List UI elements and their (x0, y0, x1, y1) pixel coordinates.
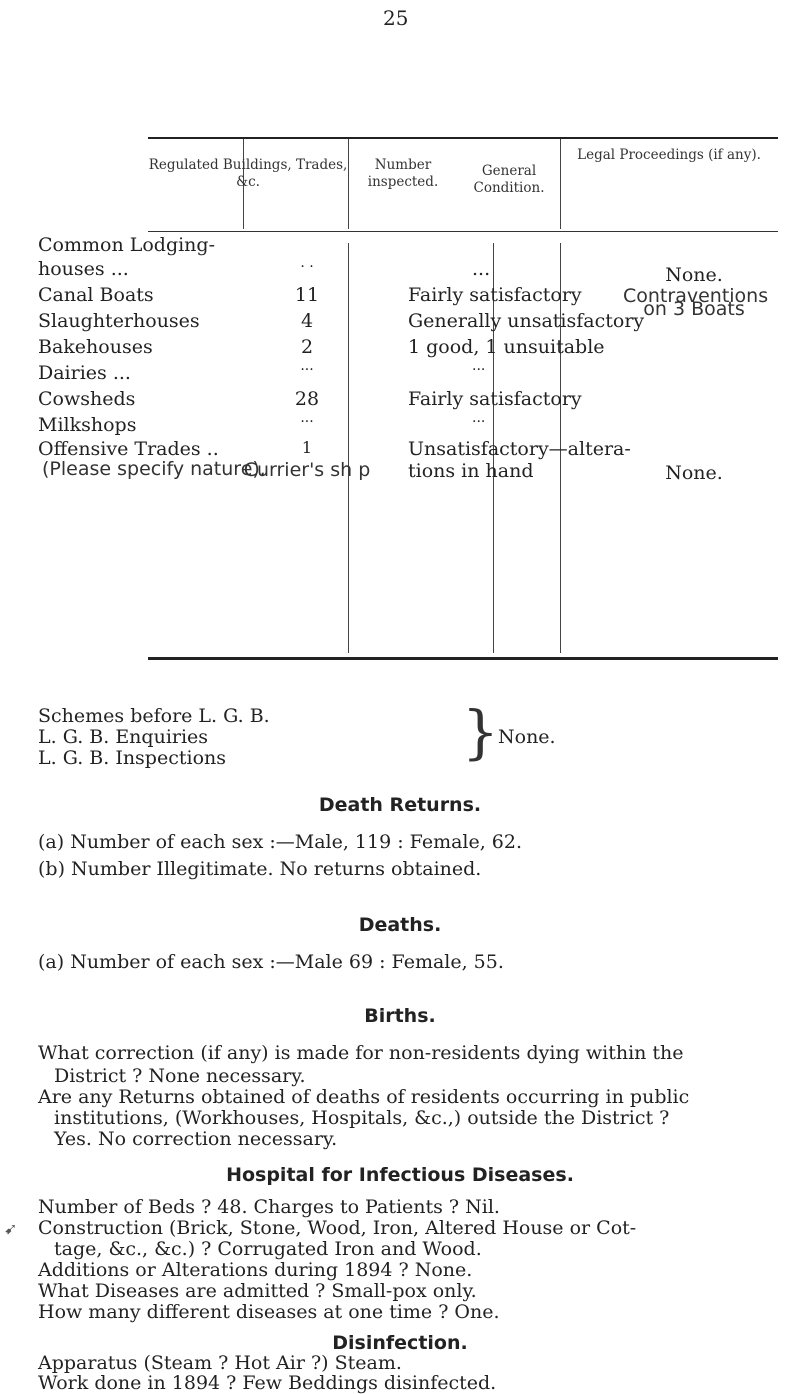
row-legal: Contraventions on 3 Boats (623, 285, 769, 320)
row-legal: None. (665, 264, 723, 286)
row-trade: houses ... (38, 258, 129, 280)
hospital-construction-line1: Construction (Brick, Stone, Wood, Iron, Altered House or Cot- (38, 1217, 637, 1239)
brace-mark: } (462, 698, 499, 766)
row-trade: Offensive Trades .. (38, 438, 219, 460)
row-condition: ... (472, 358, 486, 374)
scheme-item: L. G. B. Inspections (38, 747, 226, 769)
births-q2-line3: Yes. No correction necessary. (54, 1128, 338, 1150)
scheme-item: L. G. B. Enquiries (38, 726, 209, 748)
row-trade: Milkshops (38, 414, 137, 436)
scheme-item: Schemes before L. G. B. (38, 705, 270, 727)
row-trade: Slaughterhouses (38, 310, 200, 332)
births-q2-line1: Are any Returns obtained of deaths of residents occurring in public (38, 1086, 690, 1108)
row-number: 2 (300, 336, 314, 358)
row-number: ... (300, 410, 314, 426)
death-returns-heading: Death Returns. (318, 794, 482, 816)
row-condition: Fairly satisfactory (408, 388, 582, 410)
births-q2-line2: institutions, (Workhouses, Hospitals, &c.,) outside the District ? (54, 1107, 670, 1129)
row-number: ... (300, 358, 314, 374)
row-condition: Unsatisfactory—altera- (408, 438, 631, 460)
disinfection-heading: Disinfection. (332, 1332, 468, 1354)
births-q1-line2: District ? None necessary. (54, 1065, 306, 1087)
row-trade: Bakehouses (38, 336, 153, 358)
schemes-value: None. (498, 726, 556, 748)
margin-mark-icon: ➹ (4, 1219, 18, 1238)
births-heading: Births. (364, 1005, 436, 1027)
hospital-additions: Additions or Alterations during 1894 ? None. (38, 1259, 473, 1281)
row-number-note: Currier's sh p (243, 459, 371, 481)
row-number: 11 (294, 284, 320, 306)
row-trade-line1: Common Lodging- (38, 234, 216, 256)
page-number: 25 (383, 6, 409, 30)
hospital-beds: Number of Beds ? 48. Charges to Patients ? Nil. (38, 1196, 500, 1218)
deaths-heading: Deaths. (358, 914, 442, 936)
disinfection-apparatus: Apparatus (Steam ? Hot Air ?) Steam. (38, 1352, 402, 1374)
row-number: . . (300, 255, 314, 271)
table-header-rule (148, 231, 778, 232)
hospital-heading: Hospital for Infectious Diseases. (226, 1164, 574, 1186)
deaths-a: (a) Number of each sex :—Male 69 : Female, 55. (38, 951, 504, 973)
row-trade: Canal Boats (38, 284, 154, 306)
death-returns-b: (b) Number Illegitimate. No returns obtained. (38, 858, 482, 880)
header-trades: Regulated Buildings, Trades, &c. (148, 157, 348, 190)
row-legal: None. (665, 462, 723, 484)
disinfection-work: Work done in 1894 ? Few Beddings disinfected. (38, 1372, 497, 1394)
row-condition-line2: tions in hand (408, 460, 534, 482)
row-condition: Fairly satisfactory (408, 284, 582, 306)
header-number: Number inspected. (367, 157, 439, 190)
row-trade: Cowsheds (38, 388, 136, 410)
births-q1-line1: What correction (if any) is made for non-residents dying within the (38, 1042, 684, 1064)
row-number: 28 (294, 388, 320, 410)
header-condition: General Condition. (473, 163, 545, 196)
hospital-construction-line2: tage, &c., &c.) ? Corrugated Iron and Wood. (54, 1238, 482, 1260)
hospital-how-many: How many different diseases at one time ? One. (38, 1301, 500, 1323)
row-condition: 1 good, 1 unsuitable (408, 336, 605, 358)
hospital-diseases: What Diseases are admitted ? Small-pox only. (38, 1280, 477, 1302)
death-returns-a: (a) Number of each sex :—Male, 119 : Female, 62. (38, 831, 523, 853)
row-condition: ... (472, 410, 486, 426)
row-condition: ... (472, 258, 491, 280)
header-legal: Legal Proceedings (if any). (577, 147, 761, 163)
row-number: 1 (301, 438, 313, 457)
row-trade: Dairies ... (38, 362, 131, 384)
row-number: 4 (300, 310, 314, 332)
table-bottom-rule (148, 657, 778, 660)
row-condition: Generally unsatisfactory (408, 310, 645, 332)
row-trade-note: (Please specify nature). (42, 458, 266, 480)
